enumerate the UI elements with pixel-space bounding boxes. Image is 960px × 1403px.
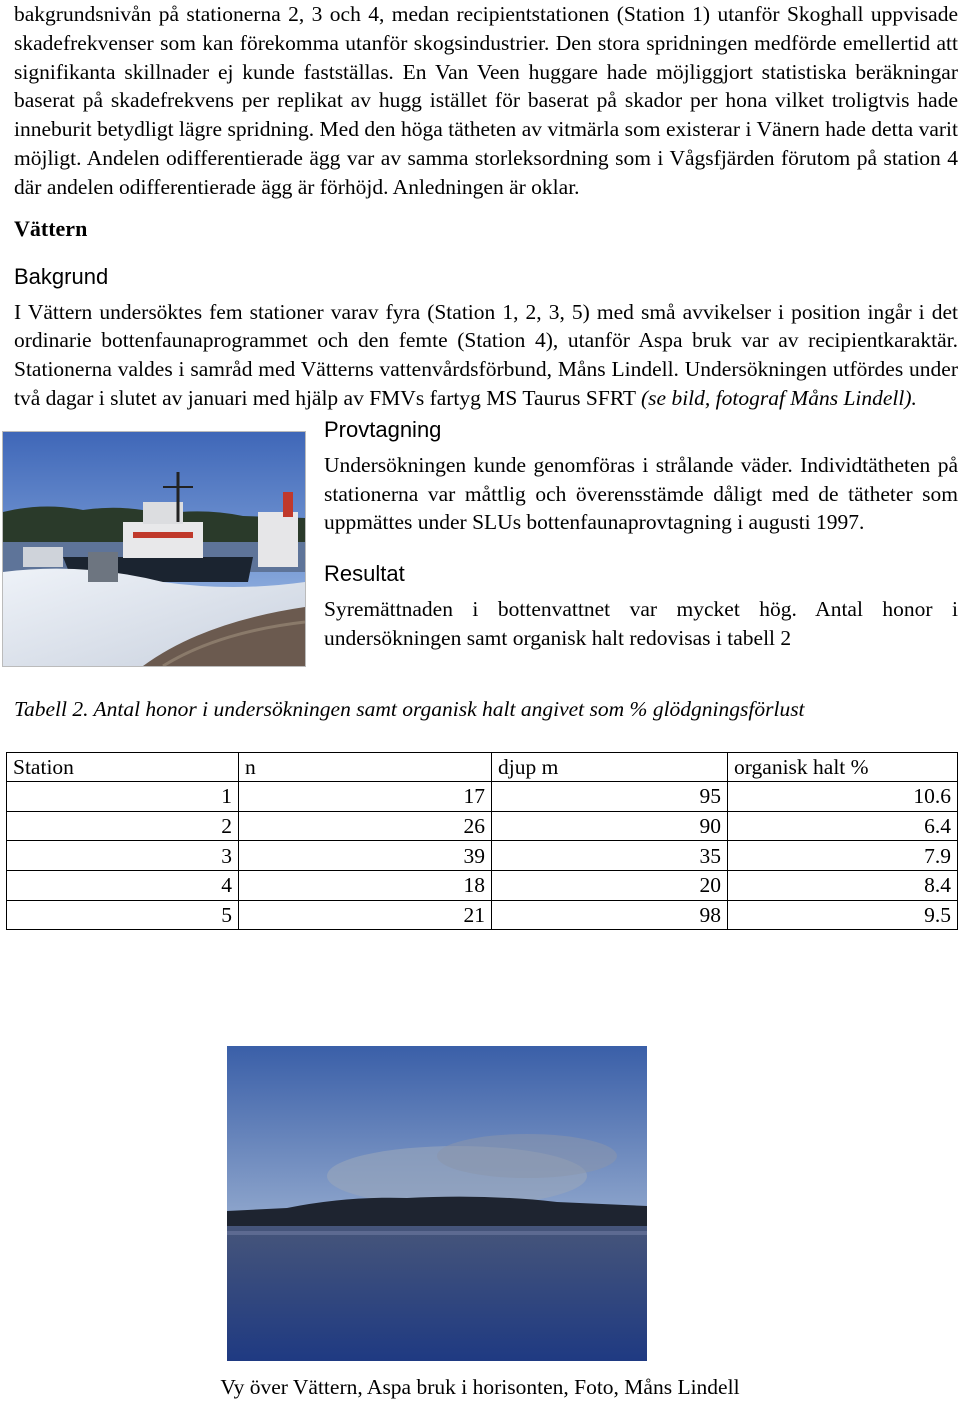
bakgrund-photo-credit: (se bild, fotograf Måns Lindell).: [641, 385, 917, 410]
cell-organic: 7.9: [728, 841, 958, 871]
ship-photo: [2, 431, 306, 667]
cell-organic: 9.5: [728, 900, 958, 930]
cell-station: 1: [7, 782, 239, 812]
provtagning-heading: Provtagning: [324, 416, 442, 442]
lake-photo: [227, 1046, 647, 1361]
resultat-paragraph: Syremättnaden i bottenvattnet var mycket hög. Antal honor i undersökningen samt organisk halt redovisas i tabell 2: [324, 597, 958, 650]
document-page: [14, 0, 958, 930]
cell-n: 21: [239, 900, 492, 930]
cell-n: 17: [239, 782, 492, 812]
header-organic: organisk halt %: [728, 752, 958, 782]
cell-organic: 8.4: [728, 870, 958, 900]
table-row: [7, 900, 958, 930]
bakgrund-heading: Bakgrund: [14, 263, 109, 289]
cell-station: 5: [7, 900, 239, 930]
table-row: [7, 782, 958, 812]
bakgrund-text: I Vättern undersöktes fem stationer varav fyra (Station 1, 2, 3, 5) med små avvikelser i position ingår i det ordinarie bottenfaunaprogrammet och den femte (Station 4), utanför Aspa bruk var av recipientkaraktär. Stationerna valdes i samråd med Vätterns vattenvårdsförbund, Måns Lindell. Undersökningen utfördes under två dagar i slutet av januari med hjälp av FMVs fartyg MS Taurus SFRT: [14, 299, 958, 410]
bakgrund-paragraph: [14, 298, 958, 413]
cell-depth: 20: [492, 870, 728, 900]
cell-station: 3: [7, 841, 239, 871]
cell-n: 18: [239, 870, 492, 900]
cell-n: 39: [239, 841, 492, 871]
header-depth: djup m: [492, 752, 728, 782]
provtagning-paragraph: Undersökningen kunde genomföras i strålande väder. Individtätheten på stationerna var måttlig och överensstämde dåligt med de tätheter som uppmättes under SLUs bottenfaunaprovtagning i augusti 1997.: [324, 452, 958, 535]
data-table: [6, 752, 958, 931]
cell-depth: 95: [492, 782, 728, 812]
cell-depth: 90: [492, 811, 728, 841]
cell-n: 26: [239, 811, 492, 841]
section-title: Vättern: [14, 215, 88, 241]
table-row: [7, 841, 958, 871]
header-station: Station: [7, 752, 239, 782]
cell-station: 4: [7, 870, 239, 900]
table-row: [7, 811, 958, 841]
table-row: [7, 870, 958, 900]
photo-caption: Vy över Vättern, Aspa bruk i horisonten, Foto, Måns Lindell: [220, 1375, 740, 1399]
header-n: n: [239, 752, 492, 782]
table-caption: Tabell 2. Antal honor i undersökningen samt organisk halt angivet som % glödgningsförlust: [14, 696, 805, 721]
cell-depth: 35: [492, 841, 728, 871]
intro-paragraph: bakgrundsnivån på stationerna 2, 3 och 4, medan recipientstationen (Station 1) utanför Skoghall uppvisade skadefrekvenser som kan förekomma utanför skogsindustrier. Den stora spridningen medförde emellertid att signifikanta skillnader ej kunde fastställas. En Van Veen huggare hade möjliggjort statistiska beräkningar baserat på skadefrekvens per replikat av hugg istället för baserat på skador per hona vilket troligtvis hade inneburit betydligt lägre spridning. Med den höga tätheten av vitmärla som existerar i Vänern hade detta varit möjligt. Andelen odifferentierade ägg var av samma storleksordning som i Vågsfjärden förutom på station 4 där andelen odifferentierade ägg är förhöjd. Anledningen är oklar.: [14, 2, 958, 199]
resultat-heading: Resultat: [324, 561, 405, 587]
cell-station: 2: [7, 811, 239, 841]
cell-depth: 98: [492, 900, 728, 930]
table-header-row: [7, 752, 958, 782]
cell-organic: 10.6: [728, 782, 958, 812]
cell-organic: 6.4: [728, 811, 958, 841]
